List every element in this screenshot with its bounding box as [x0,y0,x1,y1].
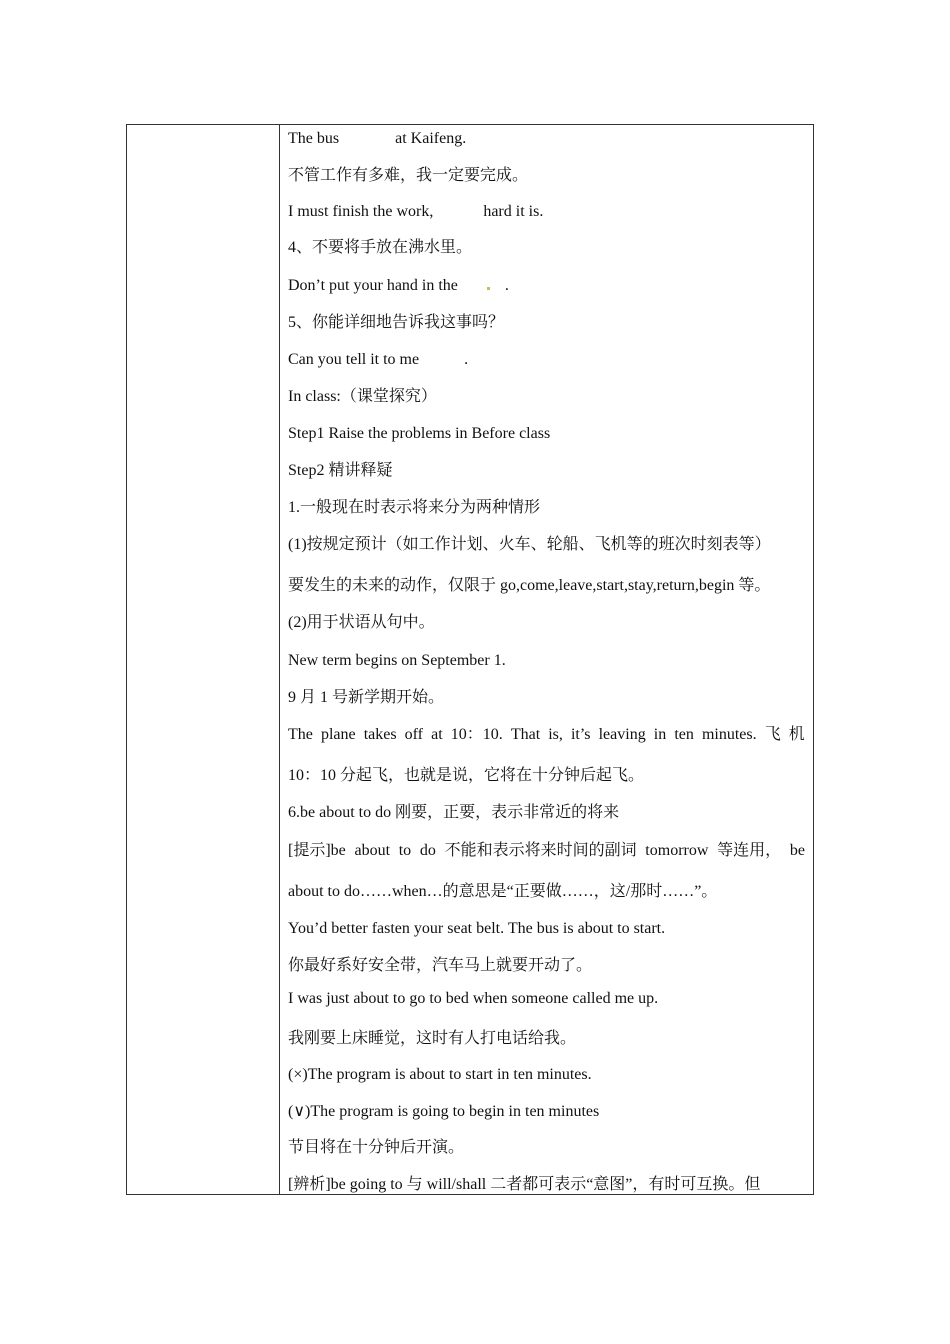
word: be [789,842,805,859]
lesson-table [126,124,814,1195]
word: in [653,726,667,743]
text-line: (∨)The program is going to begin in ten minutes [288,1103,600,1120]
text-line: (×)The program is about to start in ten minutes. [288,1066,592,1083]
text-line: 9 月 1 号新学期开始。 [288,689,445,706]
text-line: 10：10 分起飞，也就是说，它将在十分钟后起飞。 [288,767,645,784]
text-line: [辨析]be going to 与 will/shall 二者都可表示“意图”，有时可互换。但 [288,1176,761,1193]
text-line: 节目将在十分钟后开演。 [288,1139,465,1156]
text-line: 5、你能详细地告诉我这事吗？ [288,314,505,331]
text-line: Step2 精讲释疑 [288,462,393,479]
word: do [419,842,436,859]
word: 不能和表示将来时间的副词 [444,842,637,859]
word: it’s [570,726,591,743]
text-line: In class:（课堂探究） [288,388,437,405]
text-line: 要发生的未来的动作，仅限于 go,come,leave,start,stay,return,begin 等。 [288,577,771,594]
text-line: 6.be about to do 刚要，正要，表示非常近的将来 [288,804,620,821]
text-line: The bus at Kaifeng. [288,130,467,147]
word: is, [548,726,563,743]
text-line: (1)按规定预计（如工作计划、火车、轮船、飞机等的班次时刻表等） [288,536,771,553]
mark-dot [487,287,490,290]
word: 等连用， [717,842,782,859]
text-line-justified [288,725,805,745]
word: The [288,726,313,743]
text-line: 我刚要上床睡觉，这时有人打电话给我。 [288,1030,577,1047]
text-line: Can you tell it to me . [288,351,469,368]
word: That [510,726,541,743]
left-column-cell [127,125,279,1194]
word: leaving [598,726,646,743]
text-line: I was just about to go to bed when someone called me up. [288,990,659,1007]
word: ten [674,726,694,743]
text-line: 不管工作有多难，我一定要完成。 [288,167,529,184]
text-line: You’d better fasten your seat belt. The bus is about to start. [288,920,666,937]
text-line: 1.一般现在时表示将来分为两种情形 [288,499,541,516]
text-line: Step1 Raise the problems in Before class [288,425,551,442]
text-line: 你最好系好安全带，汽车马上就要开动了。 [288,957,593,974]
word: off [404,726,424,743]
text-line: 4、不要将手放在沸水里。 [288,239,473,256]
word: minutes. [701,726,757,743]
word: to [398,842,412,859]
text-line: (2)用于状语从句中。 [288,614,435,631]
word: 机 [788,726,805,743]
word: 飞 [764,726,781,743]
text-line: about to do……when…的意思是“正要做……，这/那时……”。 [288,883,718,900]
text-line: I must finish the work, hard it is. [288,203,544,220]
word: 10：10. [450,726,503,743]
word: plane [320,726,356,743]
text-line: Don’t put your hand in the . [288,277,509,294]
word: tomorrow [645,842,709,859]
word: about [354,842,391,859]
word: [提示]be [288,842,346,859]
text-line: New term begins on September 1. [288,652,506,669]
text-line-justified [288,841,805,861]
word: takes [363,726,397,743]
content-cell [280,125,813,1194]
word: at [431,726,443,743]
